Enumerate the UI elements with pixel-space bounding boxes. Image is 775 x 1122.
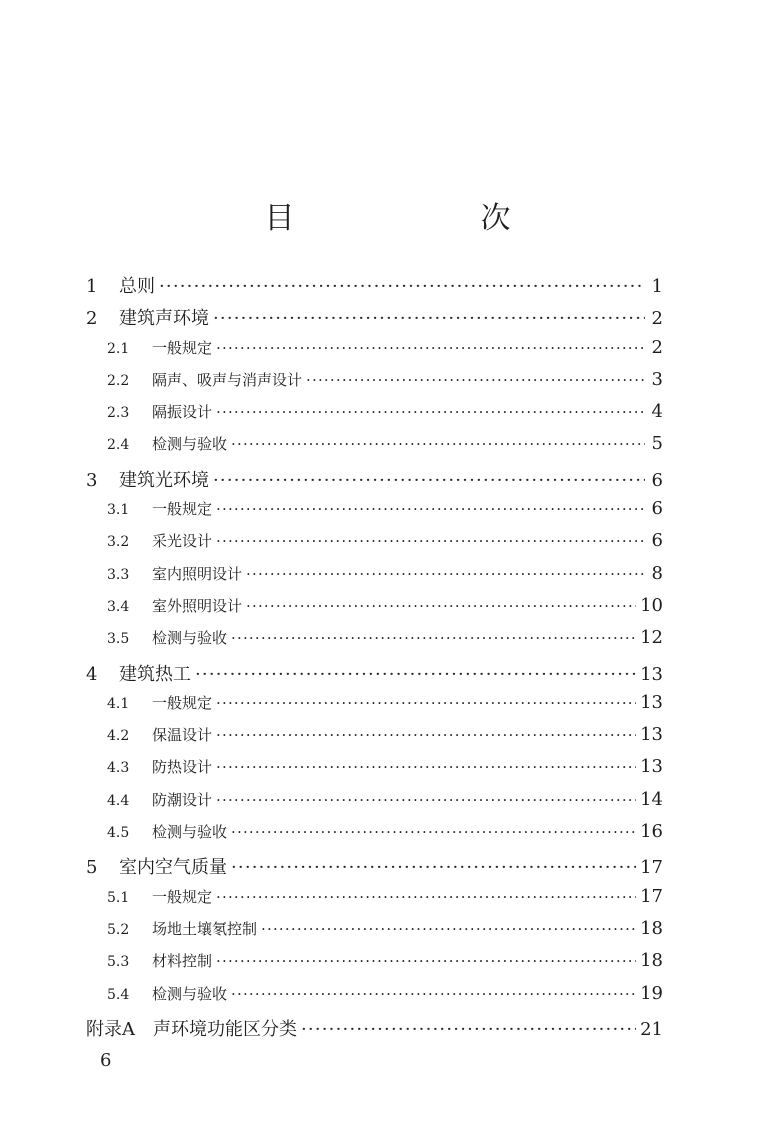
- toc-entry[interactable]: [86, 433, 663, 465]
- toc-label: 室外照明设计: [152, 596, 243, 615]
- toc-page: 13: [640, 663, 663, 685]
- toc-page: 6: [651, 498, 663, 520]
- toc-label: 一般规定: [152, 338, 213, 357]
- toc-number: 5.4: [107, 986, 130, 1003]
- toc-number: 5.2: [107, 921, 130, 938]
- toc-entry[interactable]: [86, 401, 663, 433]
- dot-leader: [216, 888, 636, 906]
- toc-label: 隔声、吸声与消声设计: [152, 370, 303, 389]
- toc-entry[interactable]: [86, 369, 663, 401]
- toc-label: 建筑光环境: [119, 469, 209, 491]
- toc-label: 检测与验收: [152, 823, 228, 842]
- toc-number: 4.2: [107, 728, 130, 745]
- dot-leader: [213, 308, 645, 329]
- toc-number: 4.4: [107, 792, 130, 809]
- toc-number: 5.1: [107, 889, 130, 906]
- toc-label: 材料控制: [152, 952, 213, 971]
- dot-leader: [306, 371, 645, 389]
- toc-label: 一般规定: [152, 500, 213, 519]
- toc-page: 16: [640, 821, 663, 843]
- toc-entry[interactable]: [86, 950, 663, 982]
- toc-entry[interactable]: [86, 466, 663, 498]
- dot-leader: [159, 276, 645, 297]
- toc-entry[interactable]: [86, 660, 663, 692]
- toc-label: 场地土壤氡控制: [152, 919, 258, 938]
- toc-page: 18: [640, 950, 663, 972]
- toc-label: 室内照明设计: [152, 564, 243, 583]
- toc-number: 4.1: [107, 695, 130, 712]
- toc-number: 2: [86, 308, 98, 330]
- toc-page: 18: [640, 917, 663, 939]
- toc-label: 采光设计: [152, 532, 213, 551]
- dot-leader: [216, 694, 636, 712]
- toc-number: 2.4: [107, 437, 130, 454]
- toc-entry[interactable]: [86, 304, 663, 336]
- toc-entry[interactable]: [86, 627, 663, 659]
- toc-label: 室内空气质量: [119, 857, 227, 879]
- toc-entry[interactable]: [86, 821, 663, 853]
- toc-entry[interactable]: [86, 530, 663, 562]
- toc-number: 3.1: [107, 502, 130, 519]
- toc-label: 检测与验收: [152, 629, 228, 648]
- toc-entry[interactable]: [86, 563, 663, 595]
- toc-page: 6: [651, 530, 663, 552]
- toc-number: 5: [86, 857, 98, 879]
- toc-number: 2.1: [107, 340, 130, 357]
- toc-page: 13: [640, 724, 663, 746]
- toc-page: 12: [640, 627, 663, 649]
- toc-page: 6: [651, 469, 663, 491]
- toc-number: 4.3: [107, 760, 130, 777]
- toc-entry[interactable]: [86, 595, 663, 627]
- toc-label: 检测与验收: [152, 984, 228, 1003]
- toc-entry[interactable]: [86, 337, 663, 369]
- dot-leader: [231, 857, 636, 878]
- toc-number: 3.3: [107, 566, 130, 583]
- table-of-contents: [86, 272, 663, 1047]
- toc-label: 建筑热工: [119, 663, 191, 685]
- dot-leader: [231, 985, 636, 1003]
- toc-label: 隔振设计: [152, 403, 213, 422]
- toc-entry[interactable]: [86, 983, 663, 1015]
- toc-page: 17: [640, 885, 663, 907]
- dot-leader: [231, 823, 636, 841]
- toc-page: 14: [640, 788, 663, 810]
- dot-leader: [231, 435, 645, 453]
- toc-page: 4: [651, 401, 663, 423]
- toc-number: 3.5: [107, 631, 130, 648]
- dot-leader: [216, 952, 636, 970]
- dot-leader: [216, 532, 645, 550]
- toc-label: 防潮设计: [152, 790, 213, 809]
- dot-leader: [216, 339, 645, 357]
- toc-number: 1: [86, 276, 98, 297]
- toc-page: 13: [640, 756, 663, 778]
- toc-entry[interactable]: [86, 756, 663, 788]
- toc-number: 4.5: [107, 825, 130, 842]
- toc-page: 2: [651, 336, 663, 358]
- toc-page: 19: [640, 982, 663, 1004]
- dot-leader: [216, 726, 636, 744]
- dot-leader: [216, 791, 636, 809]
- toc-number: 3: [86, 469, 98, 491]
- toc-entry[interactable]: [86, 272, 663, 304]
- toc-number: 2.2: [107, 372, 130, 389]
- dot-leader: [246, 565, 645, 583]
- toc-label: 建筑声环境: [119, 308, 209, 330]
- dot-leader: [216, 758, 636, 776]
- toc-entry[interactable]: [86, 789, 663, 821]
- dot-leader: [231, 629, 636, 647]
- toc-page: 21: [640, 1018, 663, 1040]
- toc-number: 5.3: [107, 954, 130, 971]
- toc-label: 防热设计: [152, 758, 213, 777]
- toc-entry[interactable]: [86, 918, 663, 950]
- toc-label: 附录A 声环境功能区分类: [86, 1018, 297, 1040]
- toc-label: 一般规定: [152, 693, 213, 712]
- toc-entry[interactable]: [86, 853, 663, 885]
- toc-page: 2: [651, 308, 663, 330]
- toc-label: 保温设计: [152, 726, 213, 745]
- toc-page: 17: [640, 857, 663, 879]
- toc-number: 3.2: [107, 534, 130, 551]
- toc-entry[interactable]: [86, 692, 663, 724]
- dot-leader: [216, 500, 645, 518]
- toc-page: 13: [640, 691, 663, 713]
- toc-entry-appendix[interactable]: [86, 1015, 663, 1047]
- toc-page: 1: [651, 276, 663, 297]
- toc-number: 2.3: [107, 405, 130, 422]
- toc-label: 总则: [119, 276, 155, 297]
- dot-leader: [261, 920, 636, 938]
- toc-label: 检测与验收: [152, 435, 228, 454]
- toc-entry[interactable]: [86, 724, 663, 756]
- toc-page: 5: [651, 433, 663, 455]
- toc-page: 3: [651, 368, 663, 390]
- dot-leader: [246, 597, 636, 615]
- toc-page: 8: [651, 562, 663, 584]
- dot-leader: [301, 1019, 636, 1040]
- dot-leader: [216, 403, 645, 421]
- toc-number: 4: [86, 663, 98, 685]
- dot-leader: [213, 470, 645, 491]
- toc-entry[interactable]: [86, 498, 663, 530]
- toc-label: 一般规定: [152, 887, 213, 906]
- toc-number: 3.4: [107, 598, 130, 615]
- page-number: 6: [100, 1050, 112, 1071]
- dot-leader: [195, 664, 636, 685]
- toc-page: 10: [640, 594, 663, 616]
- page-title: 目 次: [264, 201, 553, 236]
- toc-entry[interactable]: [86, 886, 663, 918]
